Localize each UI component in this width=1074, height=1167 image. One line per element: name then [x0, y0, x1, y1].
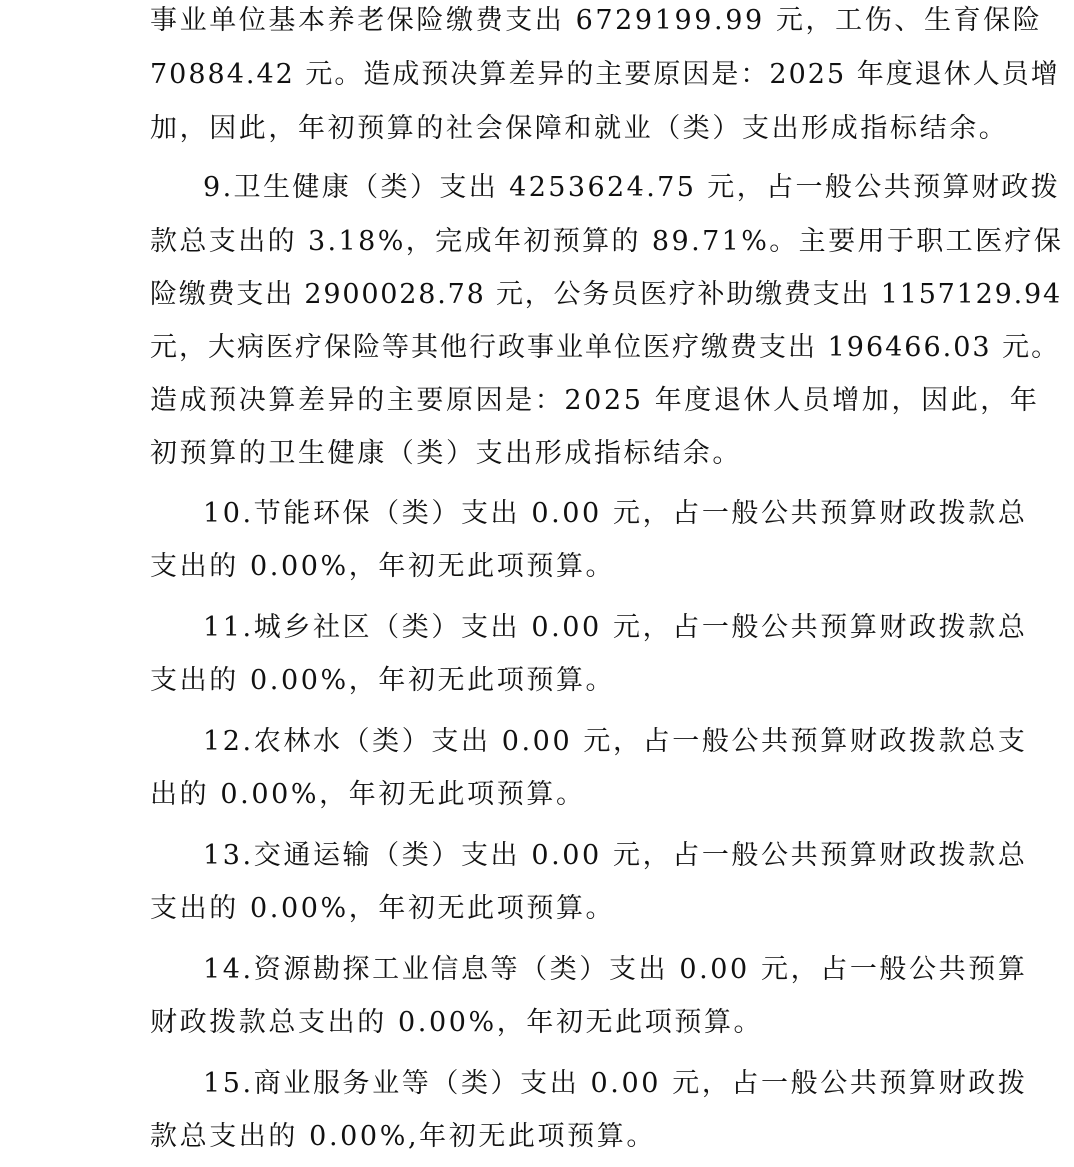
paragraph-line: 初预算的卫生健康（类）支出形成指标结余。: [150, 438, 742, 469]
paragraph-line: 出的 0.00%，年初无此项预算。: [150, 779, 586, 810]
paragraph-line: 事业单位基本养老保险缴费支出 6729199.99 元，工伤、生育保险: [150, 5, 1043, 36]
paragraph-line: 支出的 0.00%，年初无此项预算。: [150, 893, 616, 924]
paragraph-line: 15.商业服务业等（类）支出 0.00 元，占一般公共预算财政拨: [203, 1068, 1028, 1099]
paragraph-line: 11.城乡社区（类）支出 0.00 元，占一般公共预算财政拨款总: [203, 612, 1028, 643]
paragraph-line: 款总支出的 3.18%，完成年初预算的 89.71%。主要用于职工医疗保: [150, 226, 1064, 257]
paragraph-line: 险缴费支出 2900028.78 元，公务员医疗补助缴费支出 1157129.94: [150, 279, 1062, 310]
paragraph-line: 财政拨款总支出的 0.00%，年初无此项预算。: [150, 1007, 764, 1038]
paragraph-line: 10.节能环保（类）支出 0.00 元，占一般公共预算财政拨款总: [203, 498, 1028, 529]
paragraph-line: 70884.42 元。造成预决算差异的主要原因是：2025 年度退休人员增: [150, 59, 1060, 90]
paragraph-line: 14.资源勘探工业信息等（类）支出 0.00 元，占一般公共预算: [203, 954, 1028, 985]
paragraph-line: 款总支出的 0.00%,年初无此项预算。: [150, 1121, 656, 1152]
paragraph-line: 加，因此，年初预算的社会保障和就业（类）支出形成指标结余。: [150, 113, 1009, 144]
paragraph-line: 12.农林水（类）支出 0.00 元，占一般公共预算财政拨款总支: [203, 726, 1028, 757]
paragraph-line: 造成预决算差异的主要原因是：2025 年度退休人员增加，因此，年: [150, 385, 1040, 416]
paragraph-line: 13.交通运输（类）支出 0.00 元，占一般公共预算财政拨款总: [203, 840, 1028, 871]
paragraph-line: 支出的 0.00%，年初无此项预算。: [150, 551, 616, 582]
paragraph-line: 支出的 0.00%，年初无此项预算。: [150, 665, 616, 696]
paragraph-line: 9.卫生健康（类）支出 4253624.75 元，占一般公共预算财政拨: [203, 172, 1061, 203]
paragraph-line: 元，大病医疗保险等其他行政事业单位医疗缴费支出 196466.03 元。: [150, 332, 1061, 363]
